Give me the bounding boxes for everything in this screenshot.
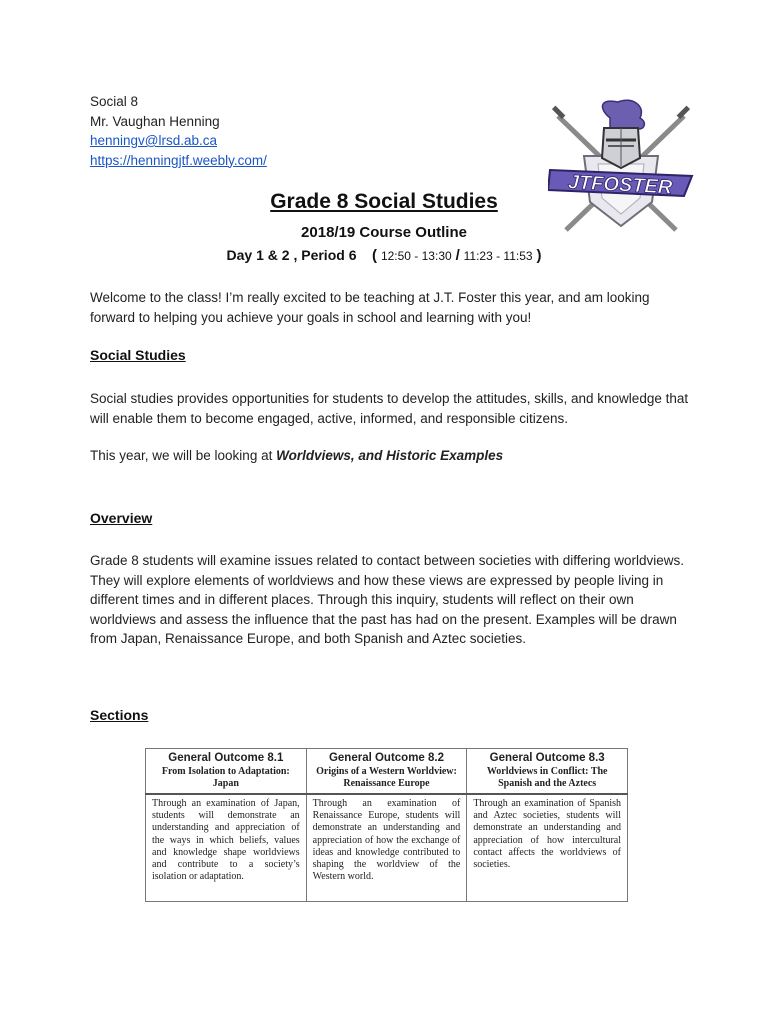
schedule-time-2: 11:23 - 11:53 — [463, 249, 533, 263]
course-name: Social 8 — [90, 94, 139, 109]
year-focus-paragraph — [90, 446, 690, 466]
course-header — [90, 92, 267, 170]
outcomes-table — [145, 748, 628, 902]
outcome-description: Through an examination of Renaissance Europe, students will demonstrate an understanding and appreciation of how the exchange of ideas and knowledge contributed to shaping the worldview of the Western world. — [312, 798, 461, 883]
outcome-title: General Outcome 8.1 — [168, 752, 284, 764]
outcome-subtitle: Origins of a Western Worldview: Renaissance Europe — [316, 766, 457, 789]
course-outline-subtitle: 2018/19 Course Outline — [301, 224, 467, 241]
outcome-title: General Outcome 8.2 — [328, 752, 444, 764]
page-title: Grade 8 Social Studies — [270, 190, 498, 213]
year-focus-intro: This year, we will be looking at — [90, 448, 277, 463]
teacher-email-link[interactable]: henningv@lrsd.ab.ca — [90, 133, 218, 148]
outcome-body-cell — [467, 794, 628, 902]
teacher-name: Mr. Vaughan Henning — [90, 113, 220, 129]
outcome-subtitle: Worldviews in Conflict: The Spanish and the Aztecs — [486, 766, 608, 789]
knight-crest-logo — [548, 98, 694, 240]
schedule-close-paren: ) — [536, 247, 542, 264]
schedule-slash: / — [455, 247, 460, 264]
sections-heading: Sections — [90, 707, 149, 723]
social-studies-paragraph: Social studies provides opportunities for students to develop the attitudes, skills, and knowledge that will enable them to become engaged, active, informed, and responsible citizens. — [90, 391, 689, 426]
outcomes-body-row — [146, 794, 628, 902]
outcome-description: Through an examination of Spanish and Aztec societies, students will demonstrate an understanding and appreciation of how intercultural contact affects the worldviews of societies. — [473, 798, 621, 871]
outcome-subtitle: From Isolation to Adaptation: Japan — [161, 766, 290, 789]
social-studies-heading: Social Studies — [90, 347, 186, 363]
year-focus-topic: Worldviews, and Historic Examples — [276, 448, 504, 463]
overview-heading: Overview — [90, 510, 153, 526]
schedule-time-1: 12:50 - 13:30 — [380, 249, 452, 263]
class-schedule — [0, 247, 768, 264]
outcomes-header-row — [146, 749, 628, 795]
outcome-header-cell — [146, 749, 307, 795]
outcome-title: General Outcome 8.3 — [489, 752, 605, 764]
schedule-days: Day 1 & 2 , Period 6 — [226, 247, 357, 263]
teacher-website-link[interactable]: https://henningjtf.weebly.com/ — [90, 152, 267, 168]
outcome-header-cell — [467, 749, 628, 795]
outcome-body-cell — [306, 794, 467, 902]
overview-paragraph: Grade 8 students will examine issues related to contact between societies with differing worldviews. They will explore elements of worldviews and how these views are expressed by people living in different times and in different places. Through this inquiry, students will reflect on their own worldviews and assess the influence that the past has had on the present. Examples will be drawn from Japan, Renaissance Europe, and both Spanish and Aztec societies. — [90, 553, 685, 646]
welcome-paragraph: Welcome to the class! I’m really excited to be teaching at J.T. Foster this year, and am looking forward to helping you achieve your goals in school and learning with you! — [90, 290, 650, 325]
outcome-description: Through an examination of Japan, students will demonstrate an understanding and appreciation of the ways in which beliefs, values and knowledge shape worldviews and contribute to a society’s isolation or adaptation. — [152, 798, 300, 883]
outcome-body-cell — [146, 794, 307, 902]
logo-text: JTFOSTER — [567, 171, 673, 199]
outcome-header-cell — [306, 749, 467, 795]
schedule-open-paren: ( — [372, 247, 378, 264]
